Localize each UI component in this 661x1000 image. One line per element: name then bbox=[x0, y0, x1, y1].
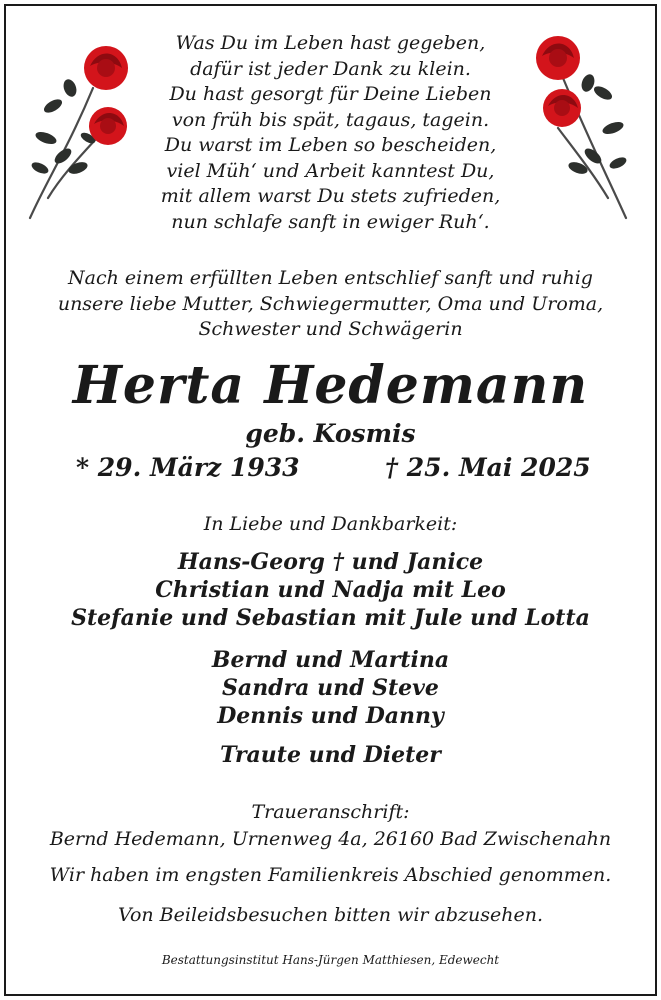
poem-line: Was Du im Leben hast gegeben, bbox=[175, 32, 486, 54]
address-label: Traueranschrift: bbox=[251, 801, 410, 823]
deceased-name: Herta Hedemann bbox=[72, 355, 589, 416]
mourners-heading: In Liebe und Dankbarkeit: bbox=[203, 513, 458, 535]
mourner-line: Hans-Georg † und Janice bbox=[177, 549, 484, 575]
poem-line: dafür ist jeder Dank zu klein. bbox=[190, 57, 471, 80]
mourner-line: Stefanie und Sebastian mit Jule und Lotta bbox=[71, 605, 590, 631]
mourner-line: Bernd und Martina bbox=[211, 647, 450, 673]
intro-line: Nach einem erfüllten Leben entschlief sanft und ruhig bbox=[68, 267, 593, 289]
poem bbox=[136, 31, 525, 235]
poem-line: von früh bis spät, tagaus, tagein. bbox=[171, 108, 490, 131]
mourner-group bbox=[6, 548, 655, 632]
red-roses-left-icon bbox=[18, 28, 138, 228]
undertaker-credit: Bestattungsinstitut Hans-Jürgen Matthiesen, Edewecht bbox=[161, 953, 500, 967]
mourning-address bbox=[6, 799, 655, 853]
birth-name: geb. Kosmis bbox=[245, 419, 416, 448]
obituary-card bbox=[4, 4, 657, 996]
notice-farewell: Wir haben im engsten Familienkreis Abschied genommen. bbox=[49, 864, 612, 886]
poem-line: Du warst im Leben so bescheiden, bbox=[164, 134, 497, 156]
poem-line: nun schlafe sanft in ewiger Ruh‘. bbox=[171, 210, 490, 233]
poem-line: mit allem warst Du stets zufrieden, bbox=[160, 185, 501, 207]
poem-line: Du hast gesorgt für Deine Lieben bbox=[169, 83, 492, 105]
mourner-line: Traute und Dieter bbox=[220, 742, 441, 768]
mourner-group bbox=[6, 741, 655, 769]
mourner-line: Christian und Nadja mit Leo bbox=[155, 577, 506, 603]
intro-text bbox=[6, 266, 655, 343]
notice-condolences: Von Beileidsbesuchen bitten wir abzusehen. bbox=[117, 904, 544, 926]
mourner-group bbox=[6, 646, 655, 730]
poem-line: viel Müh‘ und Arbeit kanntest Du, bbox=[166, 159, 495, 182]
mourner-line: Dennis und Danny bbox=[217, 703, 444, 729]
intro-line: Schwester und Schwägerin bbox=[198, 318, 463, 340]
intro-line: unsere liebe Mutter, Schwiegermutter, Oma und Uroma, bbox=[57, 292, 604, 315]
red-roses-right-icon bbox=[518, 28, 638, 228]
birth-date: * 29. März 1933 bbox=[76, 453, 300, 482]
mourner-line: Sandra und Steve bbox=[222, 675, 439, 701]
death-date: † 25. Mai 2025 bbox=[385, 453, 591, 482]
address-line: Bernd Hedemann, Urnenweg 4a, 26160 Bad Zwischenahn bbox=[49, 828, 612, 850]
